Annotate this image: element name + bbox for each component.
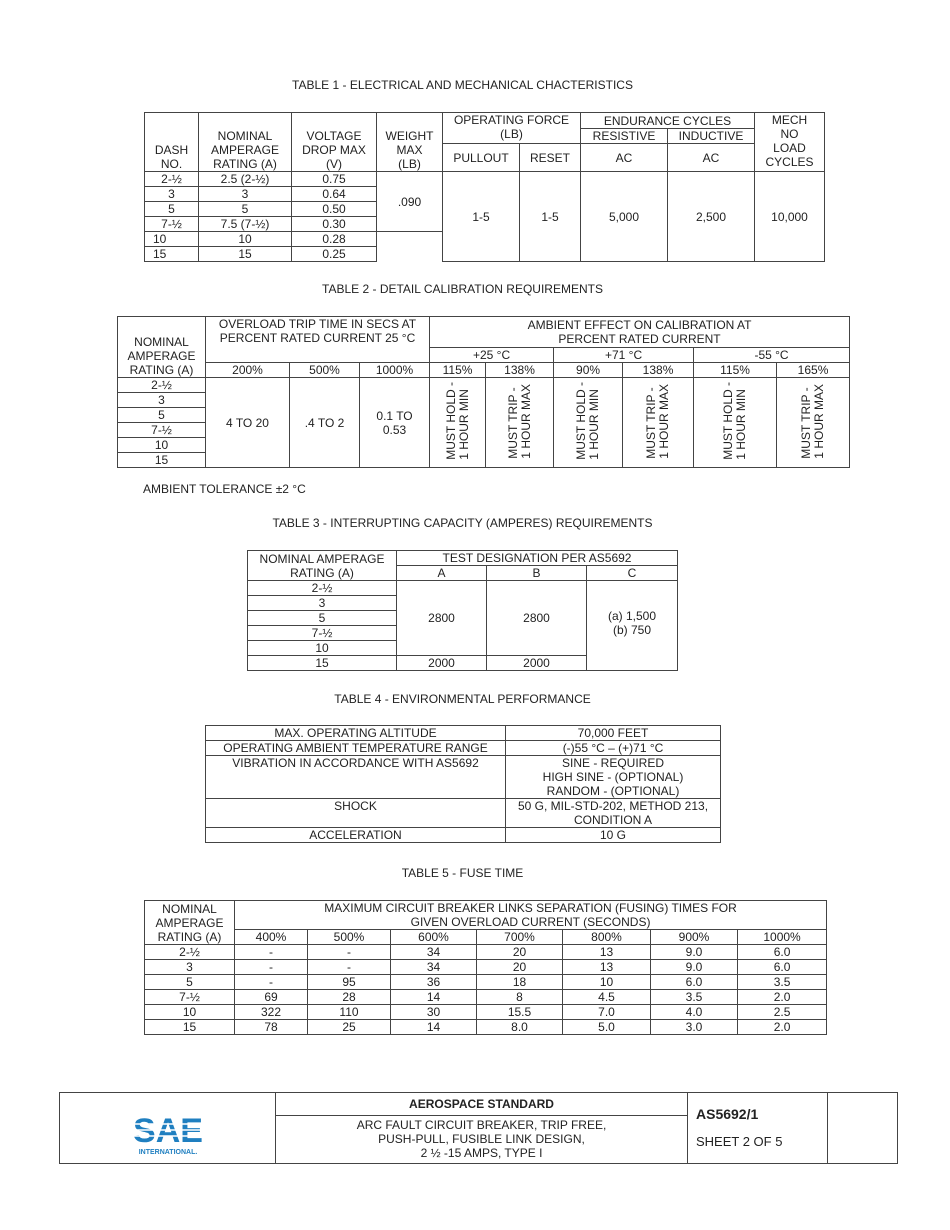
t5-value: 9.0 xyxy=(651,945,738,960)
t2-header-overload: OVERLOAD TRIP TIME IN SECS AT PERCENT RATED CURRENT 25 °C xyxy=(206,317,430,363)
t5-rating: 15 xyxy=(145,1020,235,1035)
table-row xyxy=(145,1005,827,1020)
t5-value: 69 xyxy=(235,990,308,1005)
t5-value: 6.0 xyxy=(738,960,827,975)
t3-rating: 7-½ xyxy=(248,626,397,641)
t3-header-a: A xyxy=(397,566,487,581)
table5 xyxy=(144,900,827,1035)
t5-value: 6.0 xyxy=(738,945,827,960)
t1-nominal: 10 xyxy=(199,232,292,247)
t5-rating: 3 xyxy=(145,960,235,975)
t5-header-percent: 700% xyxy=(477,930,563,945)
t5-value: 9.0 xyxy=(651,960,738,975)
table5-title: TABLE 5 - FUSE TIME xyxy=(401,866,524,880)
t5-value: 18 xyxy=(477,975,563,990)
t3-rating: 10 xyxy=(248,641,397,656)
table3 xyxy=(247,550,678,671)
t3-rating: 3 xyxy=(248,596,397,611)
t5-value: 15.5 xyxy=(477,1005,563,1020)
table-row xyxy=(145,975,827,990)
t5-value: 8 xyxy=(477,990,563,1005)
t5-value: 3.5 xyxy=(738,975,827,990)
t1-nominal: 2.5 (2-½) xyxy=(199,172,292,187)
sheet-number: SHEET 2 OF 5 xyxy=(696,1134,783,1149)
t2-header-nominal: NOMINAL AMPERAGE RATING (A) xyxy=(118,317,206,378)
t5-value: 13 xyxy=(563,945,651,960)
t5-value: 36 xyxy=(391,975,477,990)
t1-dash: 2-½ xyxy=(145,172,199,187)
t2-header-138b: 138% xyxy=(623,363,694,378)
t1-header-resistive: RESISTIVE xyxy=(581,129,668,144)
table-row xyxy=(248,581,678,596)
table4 xyxy=(205,725,721,843)
t5-header-max: MAXIMUM CIRCUIT BREAKER LINKS SEPARATION (FUSING) TIMES FOR GIVEN OVERLOAD CURRENT (SECONDS) xyxy=(235,901,827,930)
table-row xyxy=(145,1020,827,1035)
t1-header-nominal: NOMINAL AMPERAGE RATING (A) xyxy=(199,113,292,172)
t5-value: 5.0 xyxy=(563,1020,651,1035)
t1-voltage: 0.75 xyxy=(292,172,377,187)
footer xyxy=(59,1092,898,1164)
table1-title: TABLE 1 - ELECTRICAL AND MECHANICAL CHACTERISTICS xyxy=(292,78,633,92)
t2-200-value: 4 TO 20 xyxy=(206,378,290,468)
t1-header-operating-force: OPERATING FORCE (LB) xyxy=(443,113,581,144)
t5-value: 6.0 xyxy=(651,975,738,990)
t2-hold-71: MUST HOLD - 1 HOUR MIN xyxy=(574,382,602,460)
t4-value: 70,000 FEET xyxy=(506,726,721,741)
t5-rating: 2-½ xyxy=(145,945,235,960)
t5-value: 95 xyxy=(308,975,391,990)
t1-weight: .090 xyxy=(377,172,443,232)
t5-value: 34 xyxy=(391,960,477,975)
t1-header-dash: DASH NO. xyxy=(145,113,199,172)
t4-value: 50 G, MIL-STD-202, METHOD 213, CONDITION A xyxy=(506,799,721,828)
t5-header-percent: 600% xyxy=(391,930,477,945)
t5-rating: 10 xyxy=(145,1005,235,1020)
table2-title: TABLE 2 - DETAIL CALIBRATION REQUIREMENTS xyxy=(322,282,603,296)
t1-header-ac-resistive: AC xyxy=(581,144,668,172)
table-row xyxy=(145,172,825,187)
t3-rating: 2-½ xyxy=(248,581,397,596)
t3-header-b: B xyxy=(487,566,587,581)
t3-b-15: 2000 xyxy=(487,656,587,671)
t5-value: 2.5 xyxy=(738,1005,827,1020)
t1-nominal: 7.5 (7-½) xyxy=(199,217,292,232)
table-row xyxy=(206,756,721,799)
t5-header-percent: 500% xyxy=(308,930,391,945)
t5-value: 14 xyxy=(391,990,477,1005)
t2-header-71c: +71 °C xyxy=(554,348,694,363)
t4-value: (-)55 °C – (+)71 °C xyxy=(506,741,721,756)
t2-header-200: 200% xyxy=(206,363,290,378)
t5-rating: 5 xyxy=(145,975,235,990)
standard-title: AEROSPACE STANDARD xyxy=(276,1093,688,1116)
t5-value: 30 xyxy=(391,1005,477,1020)
t2-rating: 5 xyxy=(118,408,206,423)
t2-header-165: 165% xyxy=(777,363,850,378)
table-row xyxy=(145,945,827,960)
t2-rating: 7-½ xyxy=(118,423,206,438)
t5-value: - xyxy=(308,960,391,975)
t5-value: 14 xyxy=(391,1020,477,1035)
t1-nominal: 5 xyxy=(199,202,292,217)
t5-value: 13 xyxy=(563,960,651,975)
t1-header-voltage: VOLTAGE DROP MAX (V) xyxy=(292,113,377,172)
t2-rating: 15 xyxy=(118,453,206,468)
t5-rating: 7-½ xyxy=(145,990,235,1005)
table-row xyxy=(118,378,850,393)
t5-header-percent: 800% xyxy=(563,930,651,945)
t3-header-test: TEST DESIGNATION PER AS5692 xyxy=(397,551,678,566)
table1 xyxy=(144,112,825,262)
footer-blank-cell xyxy=(828,1093,898,1164)
sae-logo-subtext: INTERNATIONAL. xyxy=(138,1148,197,1156)
t5-value: 20 xyxy=(477,945,563,960)
t2-trip-71: MUST TRIP - 1 HOUR MAX xyxy=(644,383,672,459)
t1-header-pullout: PULLOUT xyxy=(443,144,520,172)
t5-value: 28 xyxy=(308,990,391,1005)
t2-header-90: 90% xyxy=(554,363,623,378)
t1-pullout: 1-5 xyxy=(443,172,520,262)
t2-header-m55c: -55 °C xyxy=(694,348,850,363)
t1-voltage: 0.50 xyxy=(292,202,377,217)
t2-rating: 3 xyxy=(118,393,206,408)
table4-title: TABLE 4 - ENVIRONMENTAL PERFORMANCE xyxy=(334,692,591,706)
t2-header-25c: +25 °C xyxy=(430,348,554,363)
t5-value: 4.5 xyxy=(563,990,651,1005)
t2-header-115b: 115% xyxy=(694,363,777,378)
t5-value: 3.0 xyxy=(651,1020,738,1035)
t5-header-percent: 1000% xyxy=(738,930,827,945)
t1-dash: 15 xyxy=(145,247,199,262)
t1-header-weight: WEIGHT MAX (LB) xyxy=(377,113,443,172)
t4-label: MAX. OPERATING ALTITUDE xyxy=(206,726,506,741)
t2-rating: 10 xyxy=(118,438,206,453)
t2-header-ambient: AMBIENT EFFECT ON CALIBRATION AT PERCENT RATED CURRENT xyxy=(430,317,850,348)
t3-a-15: 2000 xyxy=(397,656,487,671)
doc-number: AS5692/1 xyxy=(696,1106,759,1122)
t3-header-c: C xyxy=(587,566,678,581)
sae-logo xyxy=(60,1093,276,1164)
t1-nominal: 15 xyxy=(199,247,292,262)
t4-value: 10 G xyxy=(506,828,721,843)
t5-value: - xyxy=(235,960,308,975)
table-row xyxy=(206,726,721,741)
t1-nominal: 3 xyxy=(199,187,292,202)
t1-voltage: 0.30 xyxy=(292,217,377,232)
t2-hold-m55: MUST HOLD - 1 HOUR MIN xyxy=(721,382,749,460)
t4-value: SINE - REQUIRED HIGH SINE - (OPTIONAL) RANDOM - (OPTIONAL) xyxy=(506,756,721,799)
t3-c-value: (a) 1,500 (b) 750 xyxy=(587,581,678,671)
t5-value: 110 xyxy=(308,1005,391,1020)
t3-b-value: 2800 xyxy=(487,581,587,656)
t2-trip-m55: MUST TRIP - 1 HOUR MAX xyxy=(799,383,827,459)
t2-header-1000: 1000% xyxy=(360,363,430,378)
sae-logo-letters: SAE xyxy=(132,1111,203,1150)
t5-value: 10 xyxy=(563,975,651,990)
t4-label: VIBRATION IN ACCORDANCE WITH AS5692 xyxy=(206,756,506,799)
t2-trip-25: MUST TRIP - 1 HOUR MAX xyxy=(505,383,533,459)
t2-rating: 2-½ xyxy=(118,378,206,393)
t5-header-percent: 900% xyxy=(651,930,738,945)
t5-value: 4.0 xyxy=(651,1005,738,1020)
t1-header-mech: MECH NO LOAD CYCLES xyxy=(755,113,825,172)
t5-value: 3.5 xyxy=(651,990,738,1005)
table-row xyxy=(145,960,827,975)
table2 xyxy=(117,316,850,468)
t2-1000-value: 0.1 TO 0.53 xyxy=(360,378,430,468)
t2-header-138a: 138% xyxy=(486,363,554,378)
t2-hold-25: MUST HOLD - 1 HOUR MIN xyxy=(443,382,471,460)
t1-mech: 10,000 xyxy=(755,172,825,262)
t1-dash: 3 xyxy=(145,187,199,202)
t4-label: SHOCK xyxy=(206,799,506,828)
t2-header-115a: 115% xyxy=(430,363,486,378)
t4-label: ACCELERATION xyxy=(206,828,506,843)
t1-dash: 7-½ xyxy=(145,217,199,232)
t5-value: - xyxy=(235,975,308,990)
t1-header-ac-inductive: AC xyxy=(668,144,755,172)
t1-dash: 10 xyxy=(145,232,199,247)
t5-header-nominal: NOMINAL AMPERAGE RATING (A) xyxy=(145,901,235,945)
t2-500-value: .4 TO 2 xyxy=(290,378,360,468)
t5-value: 8.0 xyxy=(477,1020,563,1035)
table-row xyxy=(206,828,721,843)
t1-voltage: 0.28 xyxy=(292,232,377,247)
t1-resistive-ac: 5,000 xyxy=(581,172,668,262)
t1-dash: 5 xyxy=(145,202,199,217)
t1-voltage: 0.25 xyxy=(292,247,377,262)
t1-header-inductive: INDUCTIVE xyxy=(668,129,755,144)
t3-a-value: 2800 xyxy=(397,581,487,656)
t1-header-endurance: ENDURANCE CYCLES xyxy=(581,113,755,129)
t4-label: OPERATING AMBIENT TEMPERATURE RANGE xyxy=(206,741,506,756)
sae-logo-icon xyxy=(128,1112,208,1156)
t5-value: - xyxy=(308,945,391,960)
t5-value: 25 xyxy=(308,1020,391,1035)
t3-header-nominal: NOMINAL AMPERAGE RATING (A) xyxy=(248,551,397,581)
t5-value: 2.0 xyxy=(738,990,827,1005)
t5-value: 322 xyxy=(235,1005,308,1020)
t5-value: 78 xyxy=(235,1020,308,1035)
table-row xyxy=(206,741,721,756)
t1-reset: 1-5 xyxy=(520,172,581,262)
t1-header-reset: RESET xyxy=(520,144,581,172)
t5-value: 20 xyxy=(477,960,563,975)
table-row xyxy=(206,799,721,828)
t2-header-500: 500% xyxy=(290,363,360,378)
t5-value: 7.0 xyxy=(563,1005,651,1020)
table-row xyxy=(145,990,827,1005)
t5-value: 34 xyxy=(391,945,477,960)
t3-rating: 5 xyxy=(248,611,397,626)
table3-title: TABLE 3 - INTERRUPTING CAPACITY (AMPERES) REQUIREMENTS xyxy=(272,516,653,530)
t5-header-percent: 400% xyxy=(235,930,308,945)
t1-voltage: 0.64 xyxy=(292,187,377,202)
t1-inductive-ac: 2,500 xyxy=(668,172,755,262)
t5-value: - xyxy=(235,945,308,960)
t5-value: 2.0 xyxy=(738,1020,827,1035)
t3-rating: 15 xyxy=(248,656,397,671)
standard-description: ARC FAULT CIRCUIT BREAKER, TRIP FREE, PUSH-PULL, FUSIBLE LINK DESIGN, 2 ½ -15 AMPS, TYPE I xyxy=(276,1115,688,1163)
ambient-tolerance-note: AMBIENT TOLERANCE ±2 °C xyxy=(143,482,306,496)
